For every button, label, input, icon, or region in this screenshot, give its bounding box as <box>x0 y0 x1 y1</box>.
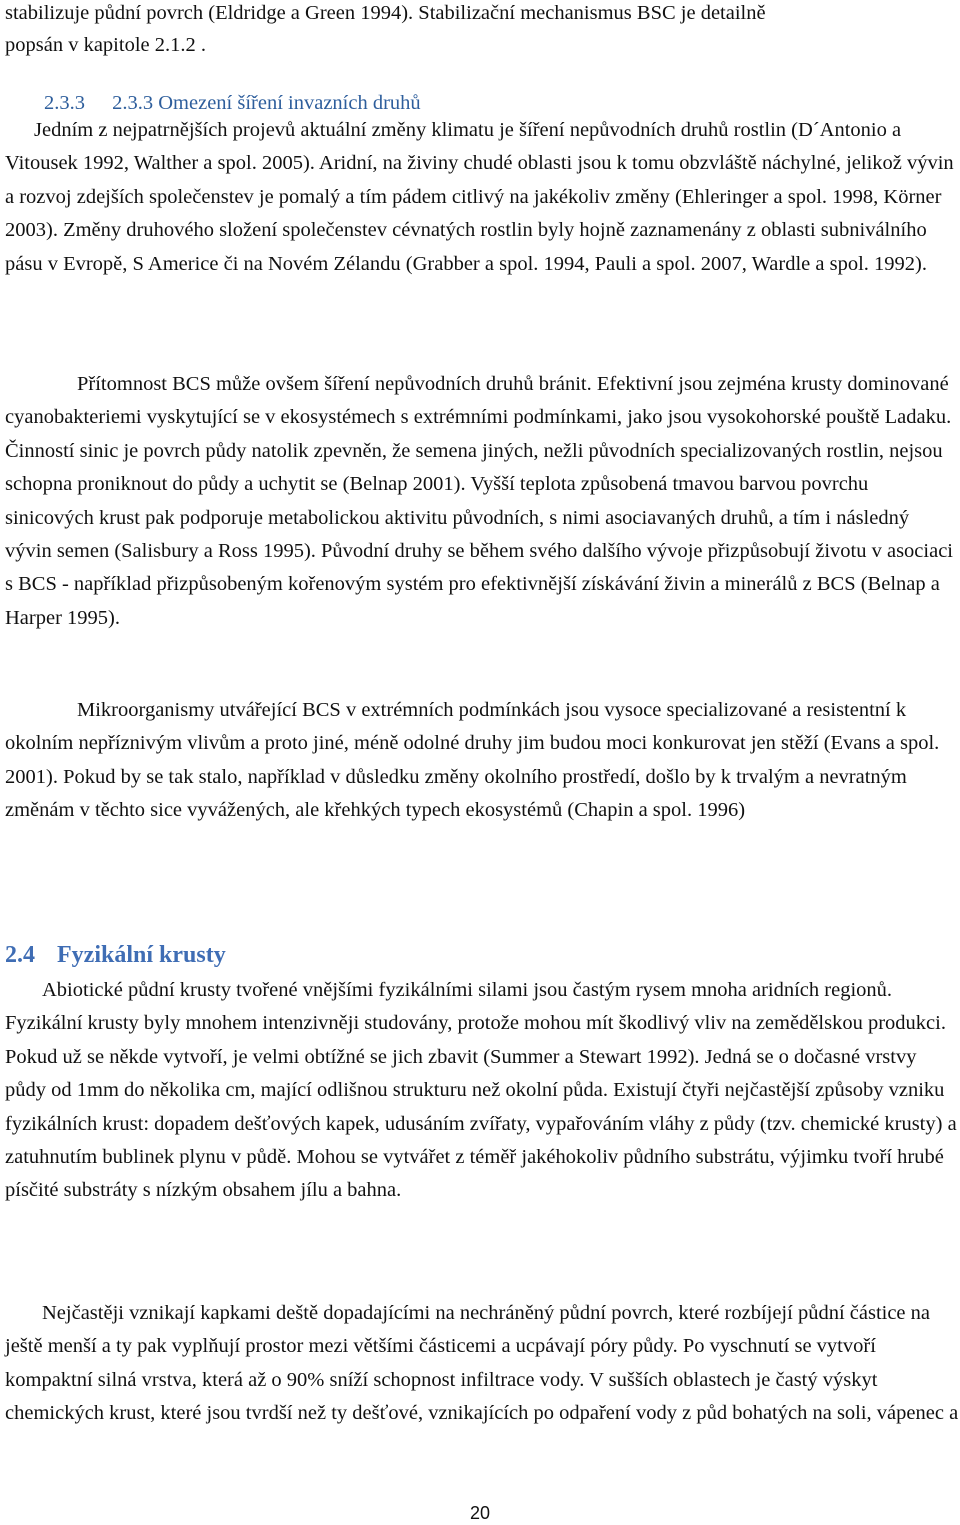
paragraph: Přítomnost BCS může ovšem šíření nepůvodních druhů bránit. Efektivní jsou zejména krusty dominované cyanobakteriemi vyskytující se v ekosystémech s extrémními podmínkami, jako jsou vysokohorské pouště Ladaku. Činností sinic je povrch půdy natolik zpevněn, že semena jiných, nežli původních specializovaných rostlin, nejsou schopna proniknout do půdy a uchytit se (Belnap 2001). Vyšší teplota způsobená tmavou barvou povrchu sinicových krust pak podporuje metabolickou aktivitu původních, s nimi asociavaných druhů, a tím i následný vývin semen (Salisbury a Ross 1995). Původní druhy se během svého dalšího vývoje přizpůsobují životu v asociaci s BCS - například přizpůsobeným kořenovým systém pro efektivnější získávání živin a minerálů z BCS (Belnap a Harper 1995). <box>5 373 953 629</box>
section-number: 2.3.3 <box>112 92 154 114</box>
paragraph: Jedním z nejpatrnějších projevů aktuální změny klimatu je šíření nepůvodních druhů rostlin (D´Antonio a Vitousek 1992, Walther a spol. 2005). Aridní, na živiny chudé oblasti jsou k tomu obzvláště náchylné, jelikož vývin a rozvoj zdejších společenstev je pomalý a tím pádem citlivý na jakékoliv změny (Ehleringer a spol. 1998, Körner 2003). Změny druhového složení společenstev cévnatých rostlin byly hojně zaznamenány z oblasti subniválního pásu v Evropě, S Americe či na Novém Zélandu (Grabber a spol. 1994, Pauli a spol. 2007, Wardle a spol. 1992). <box>5 119 954 275</box>
text-line: stabilizuje půdní povrch (Eldridge a Green 1994). Stabilizační mechanismus BSC je detailně <box>5 2 766 24</box>
heading-number: 2.4 <box>5 942 35 968</box>
section-heading-2-3-3 <box>44 92 421 115</box>
heading-title: Fyzikální krusty <box>57 942 226 968</box>
page-number: 20 <box>469 1503 491 1523</box>
section-number: 2.3.3 <box>44 92 85 114</box>
paragraph: Nejčastěji vznikají kapkami deště dopadajícími na nechráněný půdní povrch, které rozbíjejí půdní částice na ještě menší a ty pak vyplňují prostor mezi většími částicemi a ucpávají póry půdy. Po vyschnutí se vytvoří kompaktní silná vrstva, která až o 90% sníží schopnost infiltrace vody. V sušších oblastech je častý výskyt chemických krust, které jsou tvrdší než ty dešťové, vznikajících po odpaření vody z půd bohatých na soli, vápenec a <box>5 1302 959 1425</box>
section-heading-2-4 <box>5 942 226 969</box>
paragraph: Abiotické půdní krusty tvořené vnějšími fyzikálními silami jsou častým rysem mnoha aridních regionů. Fyzikální krusty byly mnohem intenzivněji studovány, protože mohou mít škodlivý vliv na zemědělskou produkci. Pokud už se někde vytvoří, je velmi obtížné se jich zbavit (Summer a Stewart 1992). Jedná se o dočasné vrstvy půdy od 1mm do několika cm, mající odlišnou strukturu než okolní půda. Existují čtyři nejčastější způsoby vzniku fyzikálních krust: dopadem dešťových kapek, udusáním zvířaty, vypařováním vláhy z půdy (tzv. chemické krusty) a zatuhnutím bublinek plynu v půdě. Mohou se vytvářet z téměř jakéhokoliv půdního substrátu, výjimku tvoří hrubé písčité substráty s nízkým obsahem jílu a bahna. <box>5 979 957 1202</box>
section-title: Omezení šíření invazních druhů <box>158 92 421 114</box>
paragraph: Mikroorganismy utvářející BCS v extrémních podmínkách jsou vysoce specializované a resistentní k okolním nepříznivým vlivům a proto jiné, méně odolné druhy jim budou moci konkurovat jen stěží (Evans a spol. 2001). Pokud by se tak stalo, například v důsledku změny okolního prostředí, došlo by k trvalým a nevratným změnám v těchto sice vyvážených, ale křehkých typech ekosystémů (Chapin a spol. 1996) <box>5 699 940 822</box>
text-line: popsán v kapitole 2.1.2 . <box>5 34 206 56</box>
